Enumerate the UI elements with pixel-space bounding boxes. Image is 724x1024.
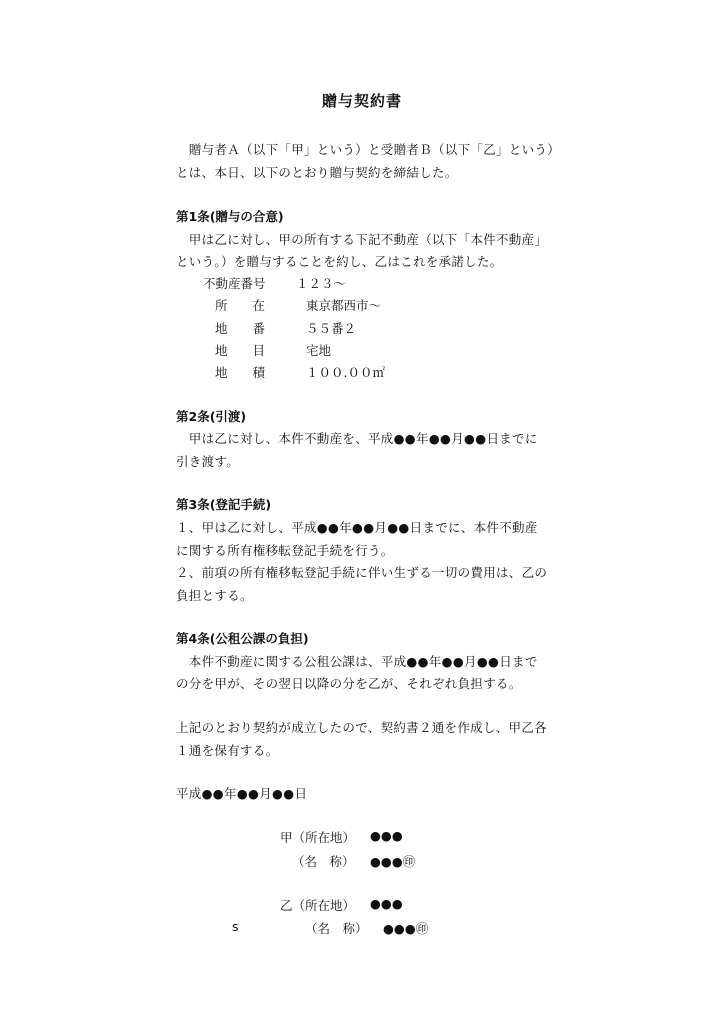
party-b-name-value: ●●●㊞: [383, 921, 429, 936]
article-4-line: 本件不動産に関する公租公課は、平成●●年●●月●●日まで: [176, 654, 538, 669]
property-label: 地 番: [215, 321, 266, 336]
closing-line: １通を保有する。: [176, 743, 279, 758]
party-a-address-label: 甲（所在地）: [280, 830, 356, 845]
article-3-line: ２、前項の所有権移転登記手続に伴い生ずる一切の費用は、乙の: [176, 565, 548, 580]
preamble-line: 贈与者Ａ（以下「甲」という）と受贈者Ｂ（以下「乙」という）: [176, 142, 561, 157]
document-title: 贈与契約書: [321, 92, 402, 110]
party-a-name-label: （名 称）: [292, 854, 355, 869]
property-label: 地 積: [215, 365, 266, 380]
property-value: 宅地: [306, 343, 332, 358]
article-4-line: の分を甲が、その翌日以降の分を乙が、それぞれ負担する。: [176, 676, 522, 691]
party-b-name-label: （名 称）: [305, 921, 368, 936]
property-label: 地 目: [215, 343, 266, 358]
article-2-heading: 第2条(引渡): [176, 409, 247, 424]
property-value: １００.００㎡: [306, 365, 385, 380]
party-a-address-value: ●●●: [370, 828, 403, 843]
property-value: ５５番２: [306, 321, 357, 336]
property-label: 所 在: [215, 298, 266, 313]
article-3-heading: 第3条(登記手続): [176, 497, 272, 512]
article-3-line: に関する所有権移転登記手続を行う。: [176, 543, 394, 558]
property-value: 東京都西市～: [306, 298, 382, 313]
article-1-line: という。）を贈与することを約し、乙はこれを承諾した。: [176, 254, 503, 269]
article-1-heading: 第1条(贈与の合意): [176, 209, 284, 224]
article-2-line: 引き渡す。: [176, 454, 240, 469]
closing-line: 上記のとおり契約が成立したので、契約書２通を作成し、甲乙各: [176, 720, 547, 735]
article-3-line: 負担とする。: [176, 588, 253, 603]
article-1-line: 甲は乙に対し、甲の所有する下記不動産（以下「本件不動産」: [176, 232, 548, 247]
preamble-line: とは、本日、以下のとおり贈与契約を締結した。: [176, 165, 458, 180]
contract-date: 平成●●年●●月●●日: [176, 786, 308, 801]
stray-mark: s: [232, 919, 239, 934]
party-b-address-value: ●●●: [370, 896, 403, 911]
property-label: 不動産番号: [203, 276, 266, 291]
article-2-line: 甲は乙に対し、本件不動産を、平成●●年●●月●●日までに: [176, 431, 538, 446]
property-value: １２３～: [296, 276, 347, 291]
article-4-heading: 第4条(公租公課の負担): [176, 631, 309, 646]
party-b-address-label: 乙（所在地）: [280, 898, 356, 913]
party-a-name-value: ●●●㊞: [370, 854, 416, 869]
article-3-line: １、甲は乙に対し、平成●●年●●月●●日までに、本件不動産: [176, 520, 538, 535]
